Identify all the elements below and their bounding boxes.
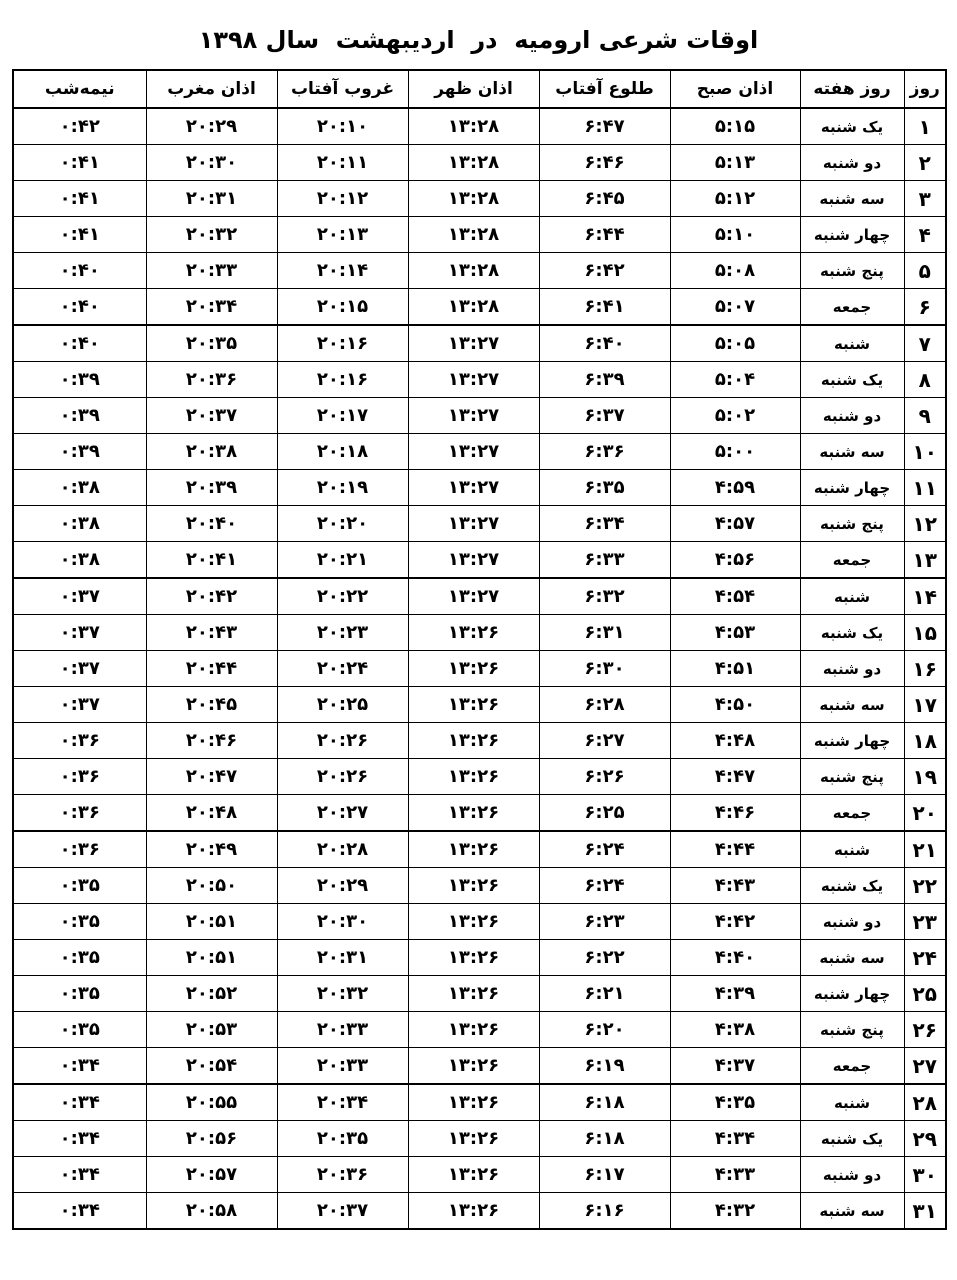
- header-midnight: نیمه‌شب: [13, 70, 146, 108]
- cell-dhuhr: ۱۳:۲۶: [408, 1012, 539, 1048]
- cell-fajr: ۵:۰۲: [670, 398, 800, 434]
- cell-midnight: ۰:۳۴: [13, 1121, 146, 1157]
- cell-midnight: ۰:۳۴: [13, 1084, 146, 1121]
- cell-sunrise: ۶:۲۳: [539, 904, 670, 940]
- cell-dhuhr: ۱۳:۲۷: [408, 542, 539, 579]
- cell-midnight: ۰:۴۰: [13, 289, 146, 326]
- cell-maghrib: ۲۰:۵۱: [146, 904, 277, 940]
- cell-midnight: ۰:۳۴: [13, 1048, 146, 1085]
- cell-dhuhr: ۱۳:۲۷: [408, 506, 539, 542]
- cell-weekday: شنبه: [800, 578, 904, 615]
- cell-dhuhr: ۱۳:۲۶: [408, 904, 539, 940]
- cell-maghrib: ۲۰:۴۰: [146, 506, 277, 542]
- cell-sunrise: ۶:۴۴: [539, 217, 670, 253]
- cell-dhuhr: ۱۳:۲۸: [408, 108, 539, 145]
- cell-maghrib: ۲۰:۳۳: [146, 253, 277, 289]
- cell-sunset: ۲۰:۱۵: [277, 289, 408, 326]
- cell-sunset: ۲۰:۲۲: [277, 578, 408, 615]
- cell-sunrise: ۶:۲۷: [539, 723, 670, 759]
- cell-sunrise: ۶:۳۳: [539, 542, 670, 579]
- cell-weekday: جمعه: [800, 1048, 904, 1085]
- cell-weekday: چهار شنبه: [800, 217, 904, 253]
- cell-dhuhr: ۱۳:۲۶: [408, 795, 539, 832]
- cell-fajr: ۵:۰۴: [670, 362, 800, 398]
- cell-sunset: ۲۰:۱۹: [277, 470, 408, 506]
- cell-day: ۲۰: [904, 795, 946, 832]
- cell-sunset: ۲۰:۱۲: [277, 181, 408, 217]
- cell-weekday: سه شنبه: [800, 687, 904, 723]
- cell-midnight: ۰:۴۰: [13, 253, 146, 289]
- cell-weekday: پنج شنبه: [800, 506, 904, 542]
- cell-maghrib: ۲۰:۳۵: [146, 325, 277, 362]
- table-row: [13, 217, 946, 253]
- cell-sunrise: ۶:۲۶: [539, 759, 670, 795]
- cell-fajr: ۴:۴۸: [670, 723, 800, 759]
- header-day: روز: [904, 70, 946, 108]
- cell-day: ۱۰: [904, 434, 946, 470]
- cell-sunset: ۲۰:۱۱: [277, 145, 408, 181]
- cell-fajr: ۵:۱۰: [670, 217, 800, 253]
- cell-day: ۹: [904, 398, 946, 434]
- cell-dhuhr: ۱۳:۲۶: [408, 759, 539, 795]
- cell-dhuhr: ۱۳:۲۸: [408, 145, 539, 181]
- cell-midnight: ۰:۳۸: [13, 506, 146, 542]
- cell-day: ۱۶: [904, 651, 946, 687]
- cell-weekday: جمعه: [800, 289, 904, 326]
- table-row: [13, 1121, 946, 1157]
- table-row: [13, 651, 946, 687]
- cell-midnight: ۰:۳۵: [13, 1012, 146, 1048]
- cell-maghrib: ۲۰:۴۴: [146, 651, 277, 687]
- cell-midnight: ۰:۳۴: [13, 1193, 146, 1230]
- cell-fajr: ۴:۵۳: [670, 615, 800, 651]
- cell-weekday: پنج شنبه: [800, 1012, 904, 1048]
- cell-sunrise: ۶:۴۶: [539, 145, 670, 181]
- cell-maghrib: ۲۰:۳۷: [146, 398, 277, 434]
- cell-sunrise: ۶:۴۷: [539, 108, 670, 145]
- cell-fajr: ۴:۵۶: [670, 542, 800, 579]
- cell-dhuhr: ۱۳:۲۷: [408, 362, 539, 398]
- cell-fajr: ۴:۴۳: [670, 868, 800, 904]
- cell-sunrise: ۶:۴۵: [539, 181, 670, 217]
- header-dhuhr: اذان ظهر: [408, 70, 539, 108]
- cell-sunset: ۲۰:۱۴: [277, 253, 408, 289]
- cell-fajr: ۴:۳۷: [670, 1048, 800, 1085]
- cell-midnight: ۰:۳۹: [13, 362, 146, 398]
- cell-maghrib: ۲۰:۵۲: [146, 976, 277, 1012]
- cell-weekday: شنبه: [800, 325, 904, 362]
- cell-fajr: ۴:۴۲: [670, 904, 800, 940]
- table-row: [13, 831, 946, 868]
- cell-fajr: ۴:۳۹: [670, 976, 800, 1012]
- table-row: [13, 759, 946, 795]
- cell-dhuhr: ۱۳:۲۶: [408, 940, 539, 976]
- cell-fajr: ۴:۵۹: [670, 470, 800, 506]
- cell-maghrib: ۲۰:۵۶: [146, 1121, 277, 1157]
- cell-day: ۸: [904, 362, 946, 398]
- cell-dhuhr: ۱۳:۲۶: [408, 868, 539, 904]
- cell-midnight: ۰:۳۶: [13, 723, 146, 759]
- cell-sunset: ۲۰:۱۶: [277, 362, 408, 398]
- cell-fajr: ۴:۴۷: [670, 759, 800, 795]
- cell-sunrise: ۶:۳۵: [539, 470, 670, 506]
- cell-maghrib: ۲۰:۴۳: [146, 615, 277, 651]
- cell-fajr: ۴:۴۰: [670, 940, 800, 976]
- cell-maghrib: ۲۰:۳۱: [146, 181, 277, 217]
- cell-sunset: ۲۰:۳۶: [277, 1157, 408, 1193]
- table-row: [13, 108, 946, 145]
- cell-day: ۵: [904, 253, 946, 289]
- cell-sunrise: ۶:۳۴: [539, 506, 670, 542]
- cell-weekday: یک شنبه: [800, 362, 904, 398]
- cell-weekday: چهار شنبه: [800, 723, 904, 759]
- table-row: [13, 795, 946, 832]
- cell-maghrib: ۲۰:۴۲: [146, 578, 277, 615]
- cell-sunset: ۲۰:۳۵: [277, 1121, 408, 1157]
- cell-fajr: ۴:۳۵: [670, 1084, 800, 1121]
- cell-dhuhr: ۱۳:۲۷: [408, 470, 539, 506]
- cell-sunset: ۲۰:۲۶: [277, 759, 408, 795]
- cell-sunrise: ۶:۳۲: [539, 578, 670, 615]
- cell-fajr: ۵:۰۰: [670, 434, 800, 470]
- cell-midnight: ۰:۳۷: [13, 687, 146, 723]
- table-row: [13, 506, 946, 542]
- cell-day: ۲۲: [904, 868, 946, 904]
- prayer-times-table: [12, 69, 947, 1230]
- cell-sunset: ۲۰:۳۳: [277, 1012, 408, 1048]
- cell-sunset: ۲۰:۳۲: [277, 976, 408, 1012]
- cell-day: ۱۷: [904, 687, 946, 723]
- cell-midnight: ۰:۳۵: [13, 904, 146, 940]
- table-row: [13, 904, 946, 940]
- cell-fajr: ۵:۱۳: [670, 145, 800, 181]
- cell-dhuhr: ۱۳:۲۶: [408, 1084, 539, 1121]
- table-row: [13, 362, 946, 398]
- cell-dhuhr: ۱۳:۲۸: [408, 217, 539, 253]
- table-row: [13, 181, 946, 217]
- cell-maghrib: ۲۰:۵۳: [146, 1012, 277, 1048]
- cell-day: ۶: [904, 289, 946, 326]
- table-row: [13, 1012, 946, 1048]
- cell-fajr: ۴:۵۰: [670, 687, 800, 723]
- cell-dhuhr: ۱۳:۲۶: [408, 687, 539, 723]
- cell-weekday: یک شنبه: [800, 868, 904, 904]
- cell-dhuhr: ۱۳:۲۶: [408, 1157, 539, 1193]
- table-row: [13, 615, 946, 651]
- cell-maghrib: ۲۰:۴۱: [146, 542, 277, 579]
- cell-maghrib: ۲۰:۵۰: [146, 868, 277, 904]
- cell-maghrib: ۲۰:۵۷: [146, 1157, 277, 1193]
- cell-fajr: ۵:۱۵: [670, 108, 800, 145]
- cell-day: ۱۳: [904, 542, 946, 579]
- cell-day: ۱۲: [904, 506, 946, 542]
- cell-maghrib: ۲۰:۴۶: [146, 723, 277, 759]
- cell-day: ۲: [904, 145, 946, 181]
- cell-maghrib: ۲۰:۵۵: [146, 1084, 277, 1121]
- cell-dhuhr: ۱۳:۲۶: [408, 831, 539, 868]
- cell-midnight: ۰:۴۲: [13, 108, 146, 145]
- cell-day: ۱۸: [904, 723, 946, 759]
- cell-sunset: ۲۰:۲۳: [277, 615, 408, 651]
- table-row: [13, 325, 946, 362]
- cell-day: ۱۵: [904, 615, 946, 651]
- cell-fajr: ۴:۴۶: [670, 795, 800, 832]
- cell-fajr: ۵:۰۷: [670, 289, 800, 326]
- cell-sunset: ۲۰:۱۸: [277, 434, 408, 470]
- table-row: [13, 434, 946, 470]
- cell-fajr: ۵:۰۵: [670, 325, 800, 362]
- cell-midnight: ۰:۳۶: [13, 759, 146, 795]
- cell-day: ۲۶: [904, 1012, 946, 1048]
- cell-sunrise: ۶:۳۱: [539, 615, 670, 651]
- cell-midnight: ۰:۳۵: [13, 868, 146, 904]
- cell-midnight: ۰:۳۷: [13, 578, 146, 615]
- cell-maghrib: ۲۰:۵۸: [146, 1193, 277, 1230]
- cell-sunrise: ۶:۳۷: [539, 398, 670, 434]
- cell-midnight: ۰:۳۸: [13, 470, 146, 506]
- cell-sunset: ۲۰:۲۹: [277, 868, 408, 904]
- cell-fajr: ۴:۵۷: [670, 506, 800, 542]
- cell-maghrib: ۲۰:۳۴: [146, 289, 277, 326]
- cell-sunrise: ۶:۳۶: [539, 434, 670, 470]
- cell-sunrise: ۶:۱۷: [539, 1157, 670, 1193]
- page-title: اوقات شرعی ارومیه در اردیبهشت سال ۱۳۹۸: [198, 26, 759, 54]
- cell-dhuhr: ۱۳:۲۷: [408, 578, 539, 615]
- cell-day: ۳۱: [904, 1193, 946, 1230]
- cell-fajr: ۴:۳۲: [670, 1193, 800, 1230]
- cell-maghrib: ۲۰:۴۷: [146, 759, 277, 795]
- table-row: [13, 253, 946, 289]
- cell-midnight: ۰:۳۵: [13, 976, 146, 1012]
- cell-midnight: ۰:۴۰: [13, 325, 146, 362]
- table-row: [13, 1193, 946, 1230]
- table-row: [13, 578, 946, 615]
- cell-sunrise: ۶:۱۸: [539, 1084, 670, 1121]
- cell-weekday: سه شنبه: [800, 434, 904, 470]
- table-row: [13, 289, 946, 326]
- cell-fajr: ۴:۳۴: [670, 1121, 800, 1157]
- cell-day: ۲۸: [904, 1084, 946, 1121]
- table-header-row: [13, 70, 946, 108]
- cell-sunrise: ۶:۴۱: [539, 289, 670, 326]
- header-weekday: روز هفته: [800, 70, 904, 108]
- cell-dhuhr: ۱۳:۲۶: [408, 1193, 539, 1230]
- cell-weekday: دو شنبه: [800, 1157, 904, 1193]
- cell-day: ۲۱: [904, 831, 946, 868]
- cell-weekday: سه شنبه: [800, 181, 904, 217]
- table-row: [13, 1157, 946, 1193]
- cell-day: ۲۷: [904, 1048, 946, 1085]
- cell-fajr: ۴:۳۸: [670, 1012, 800, 1048]
- cell-midnight: ۰:۳۷: [13, 615, 146, 651]
- cell-midnight: ۰:۳۸: [13, 542, 146, 579]
- cell-maghrib: ۲۰:۳۰: [146, 145, 277, 181]
- cell-sunrise: ۶:۲۵: [539, 795, 670, 832]
- cell-sunrise: ۶:۳۹: [539, 362, 670, 398]
- cell-day: ۱۱: [904, 470, 946, 506]
- cell-weekday: پنج شنبه: [800, 759, 904, 795]
- cell-sunset: ۲۰:۲۸: [277, 831, 408, 868]
- cell-dhuhr: ۱۳:۲۶: [408, 651, 539, 687]
- cell-dhuhr: ۱۳:۲۶: [408, 615, 539, 651]
- table-row: [13, 542, 946, 579]
- header-maghrib: اذان مغرب: [146, 70, 277, 108]
- cell-maghrib: ۲۰:۴۹: [146, 831, 277, 868]
- cell-weekday: دو شنبه: [800, 651, 904, 687]
- table-row: [13, 687, 946, 723]
- cell-fajr: ۵:۰۸: [670, 253, 800, 289]
- cell-maghrib: ۲۰:۳۸: [146, 434, 277, 470]
- cell-weekday: سه شنبه: [800, 940, 904, 976]
- cell-maghrib: ۲۰:۳۶: [146, 362, 277, 398]
- cell-sunrise: ۶:۳۰: [539, 651, 670, 687]
- table-row: [13, 145, 946, 181]
- cell-midnight: ۰:۳۶: [13, 795, 146, 832]
- cell-midnight: ۰:۴۱: [13, 181, 146, 217]
- cell-sunset: ۲۰:۲۷: [277, 795, 408, 832]
- cell-fajr: ۴:۴۴: [670, 831, 800, 868]
- cell-weekday: شنبه: [800, 831, 904, 868]
- cell-sunset: ۲۰:۳۱: [277, 940, 408, 976]
- cell-fajr: ۵:۱۲: [670, 181, 800, 217]
- table-body: [13, 108, 946, 1229]
- cell-maghrib: ۲۰:۴۸: [146, 795, 277, 832]
- cell-weekday: جمعه: [800, 542, 904, 579]
- cell-weekday: چهار شنبه: [800, 976, 904, 1012]
- cell-day: ۲۹: [904, 1121, 946, 1157]
- cell-sunrise: ۶:۲۴: [539, 868, 670, 904]
- cell-dhuhr: ۱۳:۲۸: [408, 289, 539, 326]
- cell-dhuhr: ۱۳:۲۷: [408, 398, 539, 434]
- cell-weekday: چهار شنبه: [800, 470, 904, 506]
- table-row: [13, 1084, 946, 1121]
- cell-weekday: پنج شنبه: [800, 253, 904, 289]
- cell-fajr: ۴:۵۴: [670, 578, 800, 615]
- cell-weekday: یک شنبه: [800, 615, 904, 651]
- header-sunrise: طلوع آفتاب: [539, 70, 670, 108]
- cell-dhuhr: ۱۳:۲۶: [408, 1121, 539, 1157]
- cell-dhuhr: ۱۳:۲۷: [408, 325, 539, 362]
- cell-fajr: ۴:۵۱: [670, 651, 800, 687]
- cell-dhuhr: ۱۳:۲۷: [408, 434, 539, 470]
- cell-weekday: یک شنبه: [800, 108, 904, 145]
- cell-sunset: ۲۰:۲۵: [277, 687, 408, 723]
- cell-sunset: ۲۰:۱۰: [277, 108, 408, 145]
- cell-sunrise: ۶:۴۲: [539, 253, 670, 289]
- cell-day: ۱۹: [904, 759, 946, 795]
- cell-maghrib: ۲۰:۳۲: [146, 217, 277, 253]
- cell-sunrise: ۶:۱۶: [539, 1193, 670, 1230]
- header-fajr: اذان صبح: [670, 70, 800, 108]
- cell-sunset: ۲۰:۳۴: [277, 1084, 408, 1121]
- header-sunset: غروب آفتاب: [277, 70, 408, 108]
- cell-day: ۷: [904, 325, 946, 362]
- cell-day: ۳۰: [904, 1157, 946, 1193]
- cell-midnight: ۰:۳۴: [13, 1157, 146, 1193]
- cell-maghrib: ۲۰:۵۴: [146, 1048, 277, 1085]
- table-row: [13, 723, 946, 759]
- cell-sunset: ۲۰:۲۶: [277, 723, 408, 759]
- cell-sunset: ۲۰:۳۷: [277, 1193, 408, 1230]
- cell-sunset: ۲۰:۳۳: [277, 1048, 408, 1085]
- cell-sunset: ۲۰:۳۰: [277, 904, 408, 940]
- cell-dhuhr: ۱۳:۲۸: [408, 181, 539, 217]
- cell-day: ۲۵: [904, 976, 946, 1012]
- cell-day: ۲۴: [904, 940, 946, 976]
- cell-weekday: سه شنبه: [800, 1193, 904, 1230]
- cell-sunset: ۲۰:۲۰: [277, 506, 408, 542]
- table-row: [13, 868, 946, 904]
- cell-midnight: ۰:۳۹: [13, 398, 146, 434]
- cell-weekday: جمعه: [800, 795, 904, 832]
- cell-sunrise: ۶:۲۸: [539, 687, 670, 723]
- cell-sunset: ۲۰:۱۳: [277, 217, 408, 253]
- cell-maghrib: ۲۰:۵۱: [146, 940, 277, 976]
- cell-dhuhr: ۱۳:۲۶: [408, 976, 539, 1012]
- cell-sunrise: ۶:۲۲: [539, 940, 670, 976]
- cell-sunset: ۲۰:۱۷: [277, 398, 408, 434]
- cell-midnight: ۰:۳۶: [13, 831, 146, 868]
- cell-sunrise: ۶:۲۴: [539, 831, 670, 868]
- cell-sunrise: ۶:۲۰: [539, 1012, 670, 1048]
- cell-sunset: ۲۰:۱۶: [277, 325, 408, 362]
- cell-dhuhr: ۱۳:۲۸: [408, 253, 539, 289]
- cell-sunset: ۲۰:۲۴: [277, 651, 408, 687]
- cell-weekday: دو شنبه: [800, 904, 904, 940]
- cell-fajr: ۴:۳۳: [670, 1157, 800, 1193]
- cell-weekday: شنبه: [800, 1084, 904, 1121]
- cell-day: ۳: [904, 181, 946, 217]
- table-row: [13, 1048, 946, 1085]
- cell-midnight: ۰:۴۱: [13, 217, 146, 253]
- cell-sunrise: ۶:۴۰: [539, 325, 670, 362]
- cell-dhuhr: ۱۳:۲۶: [408, 723, 539, 759]
- cell-sunrise: ۶:۱۸: [539, 1121, 670, 1157]
- table-row: [13, 940, 946, 976]
- cell-day: ۲۳: [904, 904, 946, 940]
- cell-day: ۴: [904, 217, 946, 253]
- cell-midnight: ۰:۳۹: [13, 434, 146, 470]
- cell-dhuhr: ۱۳:۲۶: [408, 1048, 539, 1085]
- table-row: [13, 470, 946, 506]
- cell-day: ۱۴: [904, 578, 946, 615]
- table-row: [13, 976, 946, 1012]
- cell-weekday: یک شنبه: [800, 1121, 904, 1157]
- cell-weekday: دو شنبه: [800, 145, 904, 181]
- cell-weekday: دو شنبه: [800, 398, 904, 434]
- cell-midnight: ۰:۴۱: [13, 145, 146, 181]
- cell-sunset: ۲۰:۲۱: [277, 542, 408, 579]
- cell-maghrib: ۲۰:۲۹: [146, 108, 277, 145]
- cell-sunrise: ۶:۱۹: [539, 1048, 670, 1085]
- cell-midnight: ۰:۳۵: [13, 940, 146, 976]
- cell-maghrib: ۲۰:۴۵: [146, 687, 277, 723]
- cell-sunrise: ۶:۲۱: [539, 976, 670, 1012]
- table-row: [13, 398, 946, 434]
- cell-day: ۱: [904, 108, 946, 145]
- cell-maghrib: ۲۰:۳۹: [146, 470, 277, 506]
- cell-midnight: ۰:۳۷: [13, 651, 146, 687]
